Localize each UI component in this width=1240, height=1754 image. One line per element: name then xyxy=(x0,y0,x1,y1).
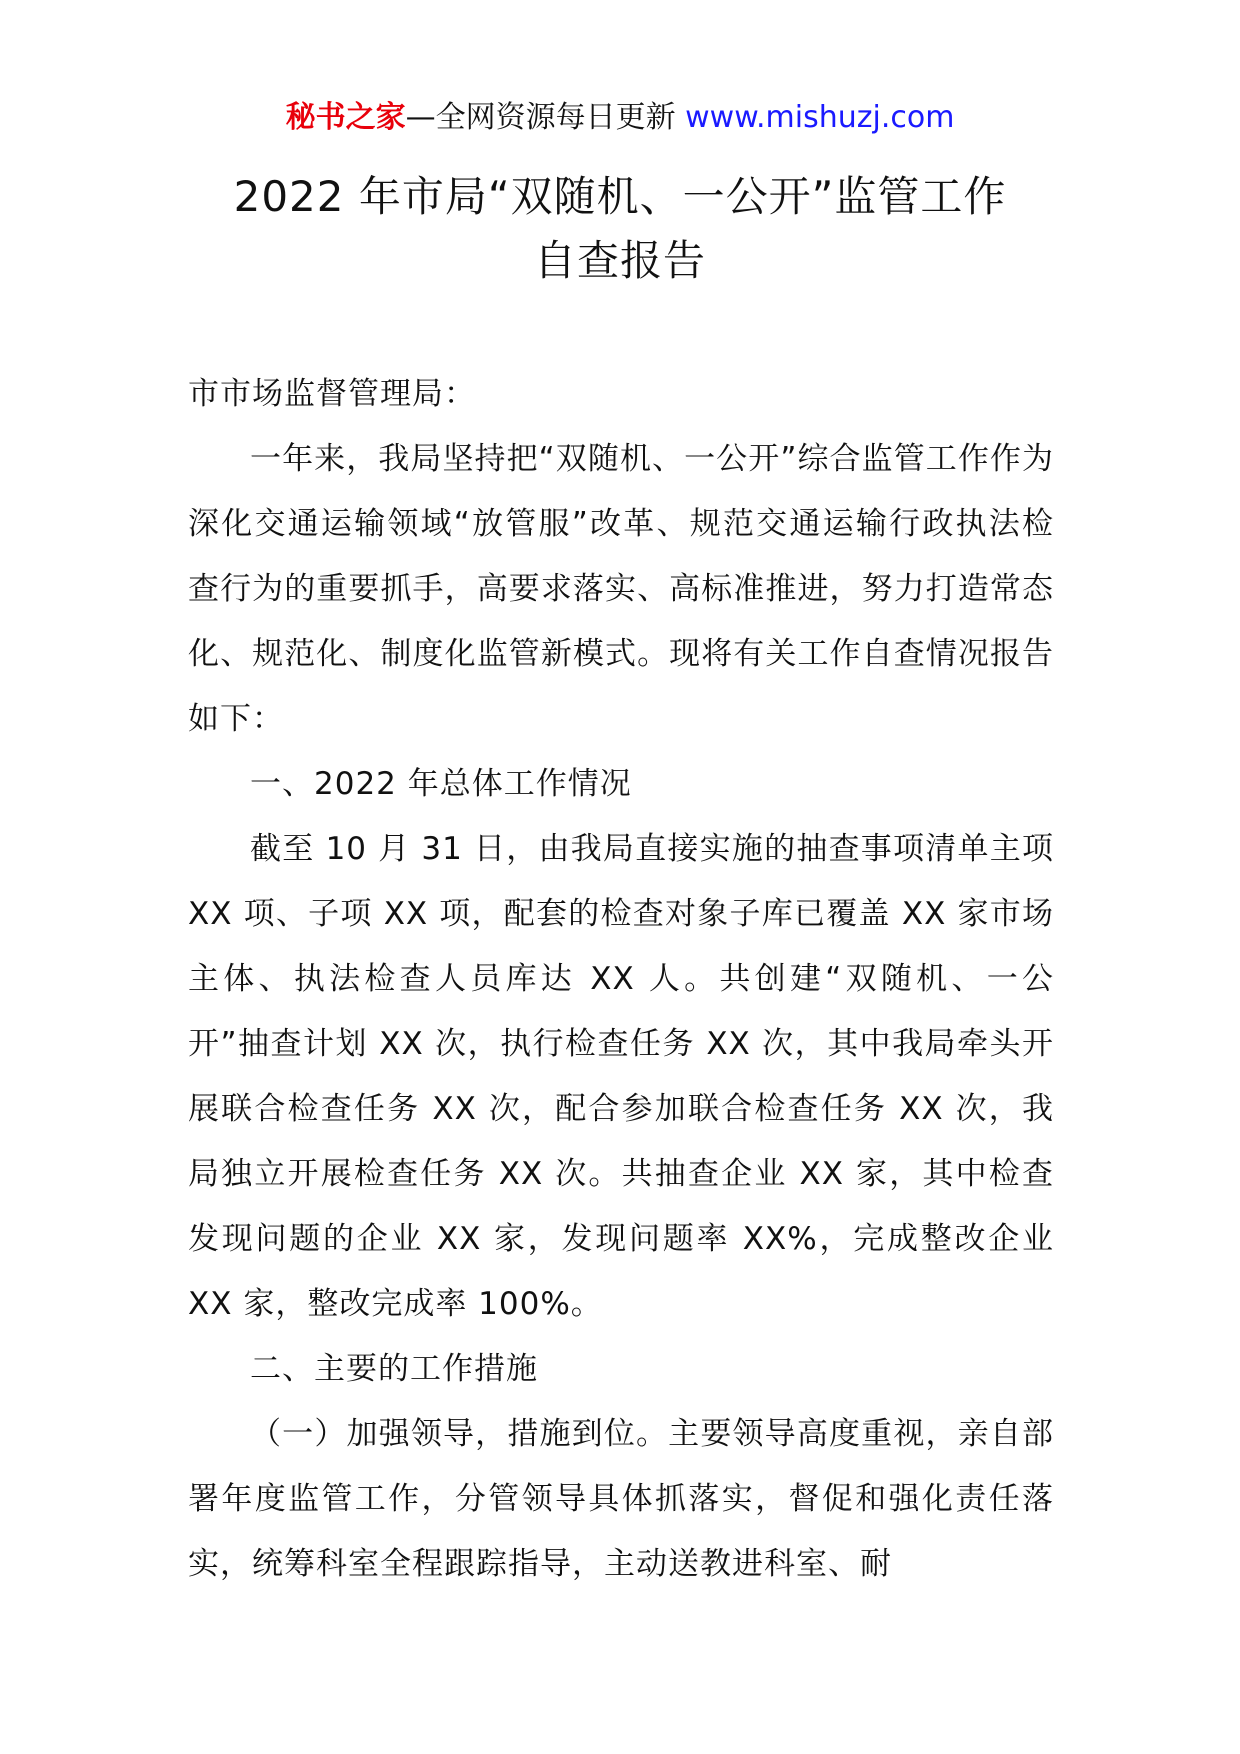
site-url-link[interactable]: www.mishuzj.com xyxy=(685,100,955,135)
salutation: 市市场监督管理局： xyxy=(188,376,476,412)
brand-name: 秘书之家 xyxy=(285,100,406,135)
intro-paragraph: 一年来，我局坚持把“双随机、一公开”综合监管工作作为深化交通运输领域“放管服”改革、规范交通运输行政执法检查行为的重要抓手，高要求落实、高标准推进，努力打造常态化、规范化、制度化监管新模式。现将有关工作自查情况报告如下： xyxy=(188,441,1054,737)
site-header xyxy=(0,98,1240,138)
document-title xyxy=(0,165,1240,293)
title-line-1: 2022 年市局“双随机、一公开”监管工作 xyxy=(233,172,1007,221)
document-body xyxy=(188,362,1054,1597)
measures-paragraph: （一）加强领导，措施到位。主要领导高度重视，亲自部署年度监管工作，分管领导具体抓落实，督促和强化责任落实，统筹科室全程跟踪指导，主动送教进科室、耐 xyxy=(188,1416,1054,1582)
section-heading-1: 一、2022 年总体工作情况 xyxy=(250,766,632,802)
title-line-2: 自查报告 xyxy=(533,236,706,285)
header-tagline: —全网资源每日更新 xyxy=(405,100,686,135)
section-heading-2: 二、主要的工作措施 xyxy=(250,1351,538,1387)
summary-paragraph: 截至 10 月 31 日，由我局直接实施的抽查事项清单主项 XX 项、子项 XX 项，配套的检查对象子库已覆盖 XX 家市场主体、执法检查人员库达 XX 人。共创建“双随机、一公开”抽查计划 XX 次，执行检查任务 XX 次，其中我局牵头开展联合检查任务 XX 次，配合参加联合检查任务 XX 次，我局独立开展检查任务 XX 次。共抽查企业 XX 家，其中检查发现问题的企业 XX 家，发现问题率 XX%，完成整改企业 XX 家，整改完成率 100%。 xyxy=(188,831,1054,1322)
